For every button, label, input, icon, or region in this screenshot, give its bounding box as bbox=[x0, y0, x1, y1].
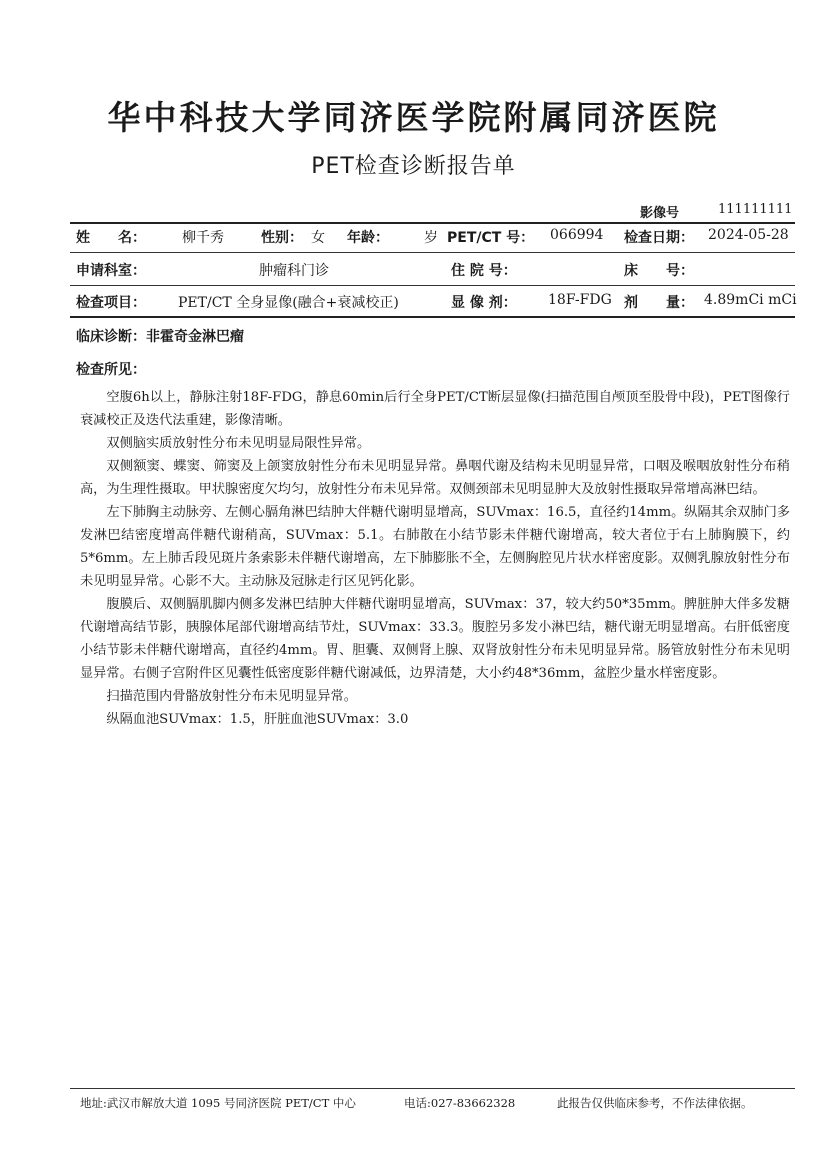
patient-name: 柳千秀 bbox=[182, 230, 224, 246]
exam-date: 2024-05-28 bbox=[708, 227, 789, 243]
bed-label: 床 号： bbox=[624, 263, 694, 279]
exam-item-label: 检查项目： bbox=[76, 295, 146, 311]
section-rule bbox=[70, 316, 795, 318]
findings-label: 检查所见： bbox=[76, 362, 146, 378]
dose-value: 4.89mCi mCi bbox=[704, 292, 797, 308]
agent-value: 18F-FDG bbox=[548, 292, 612, 308]
footer-rule bbox=[70, 1088, 795, 1089]
dept-label: 申请科室： bbox=[76, 263, 146, 279]
petct-no: 066994 bbox=[550, 227, 604, 243]
hospital-name: 华中科技大学同济医学院附属同济医院 bbox=[107, 98, 720, 137]
image-number-label: 影像号 bbox=[640, 206, 680, 221]
findings-paragraph: 双侧额窦、蝶窦、筛窦及上颌窦放射性分布未见明显异常。鼻咽代谢及结构未见明显异常，口咽及喉咽放射性分布稍高，为生理性摄取。甲状腺密度欠均匀，放射性分布未见异常。双侧颈部未见明显肿大及放射性摄取异常增高淋巴结。 bbox=[80, 459, 790, 497]
findings-paragraph: 左下肺胸主动脉旁、左侧心膈角淋巴结肿大伴糖代谢明显增高，SUVmax：16.5，直径约14mm。纵隔其余双肺门多发淋巴结密度增高伴糖代谢稍高，SUVmax：5.1。右肺散在小结节影未伴糖代谢增高，较大者位于右上肺胸膜下，约5*6mm。左上肺舌段见斑片条索影未伴糖代谢增高，左下肺膨胀不全，左侧胸腔见片状水样密度影。双侧乳腺放射性分布未见明显异常。心影不大。主动脉及冠脉走行区见钙化影。 bbox=[80, 505, 790, 589]
exam-item: PET/CT 全身显像(融合+衰减校正) bbox=[178, 295, 399, 311]
findings-paragraph: 空腹6h以上，静脉注射18F-FDG，静息60min后行全身PET/CT断层显像(扫描范围自颅顶至股骨中段)，PET图像行衰减校正及迭代法重建，影像清晰。 bbox=[80, 390, 790, 428]
clinical-diagnosis bbox=[76, 326, 244, 346]
diagnosis-label: 临床诊断： bbox=[76, 329, 146, 345]
findings-paragraph: 双侧脑实质放射性分布未见明显局限性异常。 bbox=[106, 436, 371, 451]
report-title: PET检查诊断报告单 bbox=[311, 154, 516, 179]
row-rule bbox=[70, 285, 795, 286]
dose-label: 剂 量： bbox=[624, 295, 694, 311]
request-info-row bbox=[0, 260, 827, 282]
findings-paragraph: 纵隔血池SUVmax：1.5，肝脏血池SUVmax：3.0 bbox=[106, 712, 409, 727]
footer-disclaimer: 此报告仅供临床参考，不作法律依据。 bbox=[557, 1096, 753, 1110]
inpatient-label: 住 院 号： bbox=[451, 263, 517, 279]
exam-info-row bbox=[0, 292, 827, 314]
patient-sex: 女 bbox=[311, 230, 325, 246]
findings-body bbox=[80, 386, 790, 731]
footer-address: 地址:武汉市解放大道 1095 号同济医院 PET/CT 中心 bbox=[80, 1096, 356, 1110]
image-number-value: 111111111 bbox=[718, 202, 793, 217]
patient-info-row bbox=[0, 227, 827, 249]
findings-paragraph: 腹膜后、双侧膈肌脚内侧多发淋巴结肿大伴糖代谢明显增高，SUVmax：37，较大约50*35mm。脾脏肿大伴多发糖代谢增高结节影，胰腺体尾部代谢增高结节灶，SUVmax：33.3。腹腔另多发小淋巴结，糖代谢无明显增高。右肝低密度小结节影未伴糖代谢增高，直径约4mm。胃、胆囊、双侧肾上腺、双肾放射性分布未见明显异常。肠管放射性分布未见明显异常。右侧子宫附件区见囊性低密度影伴糖代谢减低，边界清楚，大小约48*36mm，盆腔少量水样密度影。 bbox=[80, 597, 790, 681]
diagnosis-value: 非霍奇金淋巴瘤 bbox=[146, 329, 244, 345]
dept-value: 肿瘤科门诊 bbox=[259, 263, 329, 279]
row-rule bbox=[70, 252, 795, 253]
name-label: 姓 名： bbox=[76, 230, 146, 246]
findings-paragraph: 扫描范围内骨骼放射性分布未见明显异常。 bbox=[106, 689, 357, 704]
petct-no-label: PET/CT 号： bbox=[447, 230, 535, 246]
age-unit: 岁 bbox=[424, 230, 438, 246]
header-rule bbox=[70, 222, 795, 224]
exam-date-label: 检查日期： bbox=[624, 230, 694, 246]
age-label: 年龄： bbox=[347, 230, 389, 246]
agent-label: 显 像 剂： bbox=[451, 295, 517, 311]
footer-phone: 电话:027-83662328 bbox=[404, 1096, 516, 1110]
sex-label: 性别： bbox=[261, 230, 303, 246]
